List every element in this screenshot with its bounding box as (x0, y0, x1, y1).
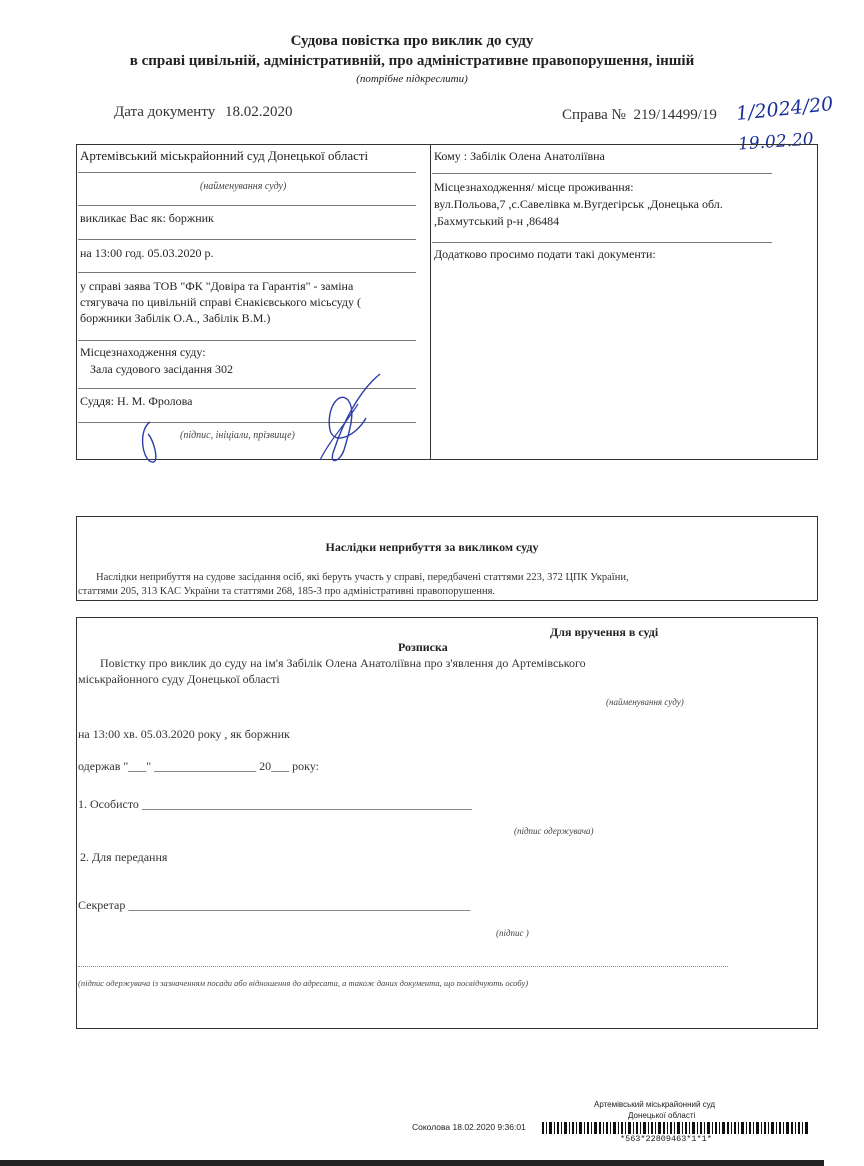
case-desc-1: у справі заява ТОВ "ФК "Довіра та Гарантія" - заміна (80, 279, 354, 293)
barcode-text: *563*22809463*1*1* (620, 1134, 712, 1144)
address-label: Місцезнаходження/ місце проживання: (434, 180, 634, 194)
consequences-title: Наслідки неприбуття за викликом суду (325, 540, 539, 554)
divider (78, 172, 416, 173)
received-date-field: одержав "___" _________________ 20___ року: (78, 759, 320, 773)
secretary-signature-caption: (підпис ) (496, 928, 529, 938)
for-court-label: Для вручення в суді (550, 625, 659, 639)
doc-date-label: Дата документу (114, 104, 216, 120)
footer-court-1: Артемівський міськрайонний суд (594, 1100, 716, 1109)
transfer-label: 2. Для передання (80, 850, 168, 864)
court-location: Зала судового засідання 302 (90, 362, 234, 376)
doc-date-row (114, 104, 292, 121)
judge-signature-caption: (підпис, ініціали, прізвище) (180, 430, 295, 441)
extra-documents: Додатково просимо подати такі документи: (434, 247, 656, 261)
clerk-timestamp: Соколова 18.02.2020 9:36:01 (412, 1122, 526, 1132)
underline-note: (потрібне підкреслити) (356, 73, 468, 85)
document-title: Судова повістка про виклик до суду (290, 33, 534, 49)
receipt-time: на 13:00 хв. 05.03.2020 року , як боржник (78, 727, 290, 741)
handwritten-date: 19.02.20 (737, 129, 815, 155)
secretary-signature-field: Секретар _________________________________________________________ (78, 898, 471, 912)
divider (78, 340, 416, 341)
judge-signature (130, 370, 390, 470)
handwritten-number: 1/2024/20 (735, 92, 835, 126)
barcode-icon (542, 1122, 812, 1134)
receipt-line-2: міськрайонного суду Донецької області (78, 672, 280, 686)
hearing-time: на 13:00 год. 05.03.2020 р. (80, 246, 214, 260)
personally-signature-field: 1. Особисто _______________________________________________________ (78, 797, 472, 811)
document-subtitle: в справі цивільній, адміністративній, про адміністративне правопорушення, іншій (129, 53, 695, 69)
scan-edge (0, 1160, 824, 1166)
consequences-line-2: статтями 205, 313 КАС України та статтями 268, 185-3 про адміністративні правопорушення. (78, 586, 496, 597)
recipient-signature-caption: (підпис одержувача) (514, 826, 594, 836)
address-line-1: вул.Польова,7 ,с.Савелівка м.Вугдегірськ ,Донецька обл. (434, 197, 723, 211)
court-name: Артемівський міськрайонний суд Донецької області (80, 148, 369, 163)
case-desc-3: боржники Забілік О.А., Забілік В.М.) (80, 311, 271, 325)
judge-name: Суддя: Н. М. Фролова (80, 394, 193, 408)
case-label: Справа № (562, 107, 626, 123)
case-desc-2: стягувача по цивільній справі Єнакієвського місьсуду ( (80, 295, 362, 309)
recipient: Кому : Забілік Олена Анатоліївна (434, 149, 605, 163)
consequences-line-1: Наслідки неприбуття на судове засідання осіб, які беруть участь у справі, передбачені статтями 223, 372 ЦПК України, (96, 572, 629, 583)
receipt-title: Розписка (398, 640, 448, 654)
doc-date: 18.02.2020 (224, 104, 293, 120)
case-number: 219/14499/19 (633, 107, 717, 123)
divider (78, 272, 416, 273)
divider (432, 242, 772, 243)
divider (78, 239, 416, 240)
case-number-row (562, 107, 717, 124)
receipt-line-1: Повістку про виклик до суду на ім'я Забілік Олена Анатоліївна про з'явлення до Артемівського (100, 656, 586, 670)
summons-as: викликає Вас як: боржник (80, 211, 214, 225)
court-caption: (найменування суду) (200, 181, 287, 192)
address-line-2: ,Бахмутський р-н ,86484 (434, 214, 560, 228)
column-divider (430, 144, 431, 460)
footer-court-2: Донецької області (628, 1111, 696, 1120)
court-location-label: Місцезнаходження суду: (80, 345, 206, 359)
divider (78, 966, 728, 967)
receipt-court-caption: (найменування суду) (606, 697, 684, 707)
bottom-caption: (підпис одержувача із зазначенням посади або відношення до адресата, а також даних документа, що посвідчують особу) (78, 978, 529, 988)
divider (78, 205, 416, 206)
divider (432, 173, 772, 174)
